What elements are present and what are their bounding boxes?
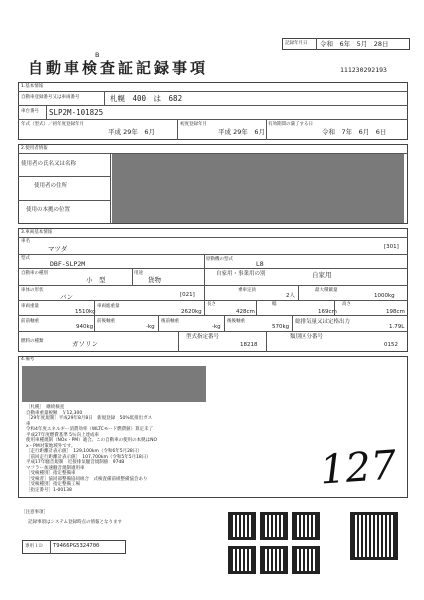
ff-axle-value: 940kg bbox=[76, 324, 94, 330]
displacement-value: 1.79L bbox=[389, 324, 405, 330]
rf-axle-label: 後前軸重 bbox=[161, 319, 179, 324]
mark: B bbox=[95, 51, 100, 59]
model-value: DBF-SLP2M bbox=[50, 260, 86, 268]
usage-value: 貨物 bbox=[148, 276, 161, 284]
purpose-label: 自家用・事業用の別 bbox=[216, 271, 266, 277]
body-value: バン bbox=[60, 293, 73, 301]
height-label: 高さ bbox=[342, 302, 351, 307]
qr-code-2 bbox=[260, 512, 288, 540]
fr-axle-value: -kg bbox=[146, 324, 155, 330]
first-reg-value: 平成 29年 6月 bbox=[218, 128, 265, 136]
engine-label: 原動機の型式 bbox=[206, 257, 233, 262]
body-label: 車体の形状 bbox=[21, 288, 44, 293]
load-value: 1000kg bbox=[374, 293, 395, 299]
gross-value: 2620kg bbox=[181, 309, 202, 315]
rr-axle-label: 後後軸重 bbox=[227, 319, 245, 324]
issue-date-value: 令和 6年 5月 28日 bbox=[320, 40, 389, 48]
notice-title: ［注意事項］ bbox=[21, 510, 48, 515]
remarks-section-label: 4.備考 bbox=[21, 357, 35, 362]
id-value: T9466PG5324700 bbox=[53, 543, 100, 549]
document-number: 111230292193 bbox=[340, 66, 387, 74]
type-label: 自動車の種別 bbox=[21, 271, 48, 276]
base-location-label: 使用の本拠の位置 bbox=[26, 207, 71, 213]
year-label: 年式（型式）／初年度登録年月 bbox=[21, 122, 84, 127]
class-value: 0152 bbox=[384, 342, 398, 348]
user-address-label: 使用者の住所 bbox=[34, 183, 68, 189]
page-title: 自動車検査証記録事項 bbox=[28, 59, 209, 77]
engine-value: L8 bbox=[256, 260, 264, 268]
length-value: 428cm bbox=[236, 309, 255, 315]
height-value: 198cm bbox=[386, 309, 405, 315]
chassis-value: SLP2M-101825 bbox=[49, 108, 104, 117]
reg-label: 自動車登録番号又は車両番号 bbox=[21, 95, 80, 100]
qr-code-7 bbox=[350, 512, 398, 560]
qr-code-1 bbox=[228, 512, 256, 540]
fuel-label: 燃料の種類 bbox=[21, 339, 44, 344]
usage-label: 用途 bbox=[134, 271, 143, 276]
qr-code-3 bbox=[292, 512, 320, 540]
qr-code-4 bbox=[228, 546, 256, 574]
length-label: 長さ bbox=[207, 302, 216, 307]
reg-value: 札幌 400 は 682 bbox=[110, 94, 183, 103]
capacity-value: 2人 bbox=[286, 293, 295, 299]
displacement-label: 総排気量又は定格出力 bbox=[295, 319, 351, 325]
weight-label: 車両重量 bbox=[21, 304, 39, 309]
model-label: 型式 bbox=[21, 256, 30, 261]
ff-axle-label: 前前軸重 bbox=[21, 319, 39, 324]
maker-value: マツダ bbox=[48, 245, 68, 253]
type-value: 小 型 bbox=[86, 276, 106, 284]
maker-label: 車名 bbox=[21, 239, 30, 244]
users-section-label: 2.使用者情報 bbox=[21, 146, 48, 151]
width-label: 幅 bbox=[272, 302, 277, 307]
load-label: 最大積載量 bbox=[315, 288, 338, 293]
capacity-label: 乗車定員 bbox=[238, 288, 256, 293]
qr-code-6 bbox=[292, 546, 320, 574]
purpose-value: 自家用 bbox=[312, 271, 332, 279]
rf-axle-value: -kg bbox=[212, 324, 221, 330]
issue-date-label: 記録年月日 bbox=[285, 41, 308, 46]
redacted-user-info bbox=[112, 154, 404, 223]
gross-label: 車両総重量 bbox=[97, 304, 120, 309]
vehicle-section-label: 3.車両基本情報 bbox=[21, 230, 53, 235]
cert-label: 型式指定番号 bbox=[186, 334, 220, 340]
width-value: 169cm bbox=[318, 309, 337, 315]
fuel-value: ガソリン bbox=[72, 340, 98, 348]
first-reg-label: 初度登録年月 bbox=[180, 122, 207, 127]
basic-section-label: 1.基本情報 bbox=[21, 84, 44, 89]
year-value: 平成 29年 6月 bbox=[108, 128, 155, 136]
notice-text: 記録事項はシステム登録時点の情報となります bbox=[28, 520, 123, 525]
user-name-label: 使用者の氏名又は名称 bbox=[21, 161, 77, 167]
chassis-label: 車台番号 bbox=[21, 109, 39, 114]
expiry-label: 有効期間の満了する日 bbox=[268, 122, 313, 127]
body-code: [021] bbox=[180, 292, 195, 298]
handwritten-number: 127 bbox=[318, 442, 398, 494]
qr-code-5 bbox=[260, 546, 288, 574]
cert-value: 18218 bbox=[240, 342, 258, 348]
redacted-remarks bbox=[22, 366, 206, 402]
id-label: 専用ＩＤ bbox=[25, 544, 43, 549]
weight-value: 1510kg bbox=[75, 309, 96, 315]
rr-axle-value: 570kg bbox=[272, 324, 290, 330]
class-label: 類別区分番号 bbox=[290, 334, 324, 340]
maker-code: [301] bbox=[384, 244, 399, 250]
fr-axle-label: 前後軸重 bbox=[97, 319, 115, 324]
expiry-value: 令和 7年 6月 6日 bbox=[322, 128, 387, 136]
